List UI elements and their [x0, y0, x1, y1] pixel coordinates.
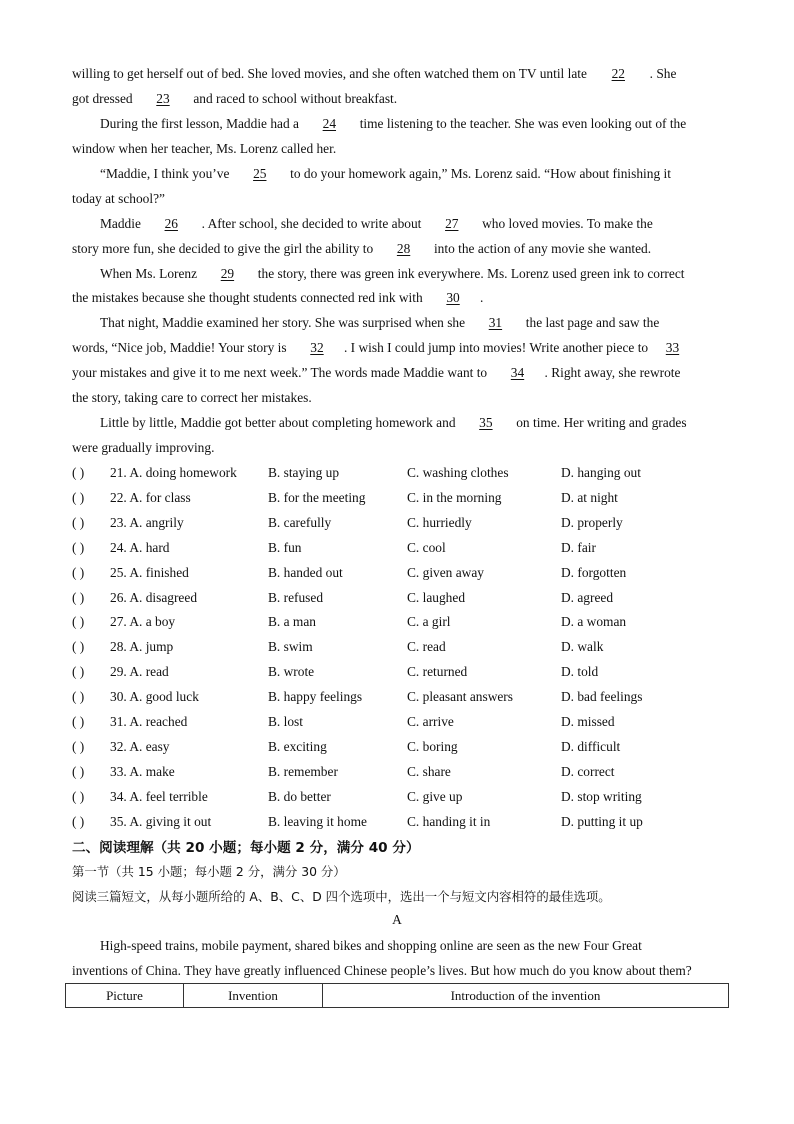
question-row	[72, 540, 732, 556]
option-a: 29. A. read	[110, 664, 169, 680]
option-a: 22. A. for class	[110, 489, 191, 505]
line-text: words, “Nice job, Maddie! Your story is	[72, 340, 287, 355]
passage-line-11	[100, 315, 659, 331]
passage-line-16: were gradually improving.	[72, 440, 215, 455]
intro-line-1: High-speed trains, mobile payment, shared bikes and shopping online are seen as the new Four Great	[100, 938, 642, 953]
option-c: C. a girl	[407, 614, 451, 630]
answer-bracket[interactable]: ( )	[72, 813, 85, 829]
answer-bracket[interactable]: ( )	[72, 614, 85, 630]
option-b: B. a man	[268, 614, 316, 630]
invention-table	[65, 983, 729, 1008]
option-b: B. handed out	[268, 564, 343, 580]
option-d: D. agreed	[561, 589, 614, 605]
passage-line-14: the story, taking care to correct her mistakes.	[72, 390, 312, 405]
section-title: 二、阅读理解（共 20 小题；每小题 2 分，满分 40 分）	[72, 840, 420, 856]
option-a: 33. A. make	[110, 763, 175, 779]
option-d: D. difficult	[561, 738, 621, 754]
option-d: D. putting it up	[561, 813, 643, 829]
option-c: C. returned	[407, 664, 468, 680]
table-header-introduction: Introduction of the invention	[323, 984, 729, 1008]
passage-line-12	[72, 340, 693, 356]
option-c: C. boring	[407, 738, 458, 754]
line-text: .	[480, 290, 484, 305]
passage-line-3	[100, 116, 686, 132]
line-text: the last page and saw the	[525, 315, 660, 330]
option-c: C. cool	[407, 539, 446, 555]
answer-bracket[interactable]: ( )	[72, 763, 85, 779]
table-header-row	[66, 984, 729, 1008]
option-d: D. forgotten	[561, 564, 627, 580]
option-d: D. at night	[561, 489, 618, 505]
line-text: time listening to the teacher. She was even looking out of the	[359, 116, 687, 131]
passage-line-10	[72, 290, 483, 306]
line-text: Maddie	[100, 216, 141, 231]
option-c: C. share	[407, 763, 451, 779]
option-d: D. fair	[561, 539, 596, 555]
line-text: willing to get herself out of bed. She loved movies, and she often watched them on TV until late	[72, 66, 587, 81]
option-b: B. exciting	[268, 738, 327, 754]
question-row	[72, 664, 732, 680]
line-text: When Ms. Lorenz	[100, 266, 198, 281]
instruction-text: 阅读三篇短文，从每小题所给的 A、B、C、D 四个选项中，选出一个与短文内容相符的最佳选项。	[72, 889, 611, 904]
option-d: D. walk	[561, 639, 604, 655]
answer-bracket[interactable]: ( )	[72, 714, 85, 729]
blank-32: 32	[310, 340, 324, 355]
option-a: 34. A. feel terrible	[110, 788, 208, 804]
line-text: the story, there was green ink everywhere. Ms. Lorenz used green ink to correct	[257, 266, 685, 281]
option-b: B. for the meeting	[268, 489, 366, 505]
answer-bracket[interactable]: ( )	[72, 639, 85, 655]
passage-line-8	[72, 241, 651, 257]
blank-22: 22	[611, 66, 625, 81]
answer-bracket[interactable]: ( )	[72, 664, 85, 680]
option-d: D. properly	[561, 514, 623, 530]
option-b: B. leaving it home	[268, 813, 367, 829]
passage-line-15	[100, 415, 687, 431]
line-text: During the first lesson, Maddie had a	[100, 116, 299, 131]
blank-29: 29	[220, 266, 235, 281]
option-c: C. washing clothes	[407, 465, 509, 480]
blank-33: 33	[665, 340, 680, 355]
option-a: 27. A. a boy	[110, 614, 176, 630]
passage-line-1	[72, 66, 676, 82]
option-b: B. happy feelings	[268, 689, 363, 705]
passage-line-2	[72, 91, 397, 107]
question-row	[72, 639, 732, 655]
option-c: C. arrive	[407, 714, 454, 729]
passage-line-6: today at school?”	[72, 191, 165, 206]
question-row	[72, 614, 732, 630]
option-a: 35. A. giving it out	[110, 813, 212, 829]
line-text: . She	[649, 66, 677, 81]
option-d: D. hanging out	[561, 465, 641, 480]
option-a: 31. A. reached	[110, 714, 188, 729]
passage-letter: A	[392, 912, 402, 927]
blank-31: 31	[488, 315, 503, 330]
question-row	[72, 515, 732, 531]
answer-bracket[interactable]: ( )	[72, 465, 85, 480]
option-d: D. a woman	[561, 614, 627, 630]
option-a: 25. A. finished	[110, 564, 189, 580]
answer-bracket[interactable]: ( )	[72, 489, 85, 505]
option-c: C. laughed	[407, 589, 466, 605]
line-text: on time. Her writing and grades	[516, 415, 687, 430]
option-d: D. bad feelings	[561, 689, 643, 705]
line-text: into the action of any movie she wanted.	[433, 241, 652, 256]
answer-bracket[interactable]: ( )	[72, 589, 85, 605]
question-row	[72, 565, 732, 581]
part-title: 第一节（共 15 小题；每小题 2 分，满分 30 分）	[72, 864, 346, 879]
passage-line-9	[100, 266, 685, 282]
passage-line-13	[72, 365, 680, 381]
question-row	[72, 689, 732, 705]
passage-line-5	[100, 166, 671, 182]
option-b: B. staying up	[268, 465, 340, 480]
blank-30: 30	[446, 290, 460, 305]
line-text: . I wish I could jump into movies! Write another piece to	[343, 340, 649, 355]
option-b: B. swim	[268, 639, 313, 655]
option-c: C. hurriedly	[407, 514, 472, 530]
blank-35: 35	[479, 415, 493, 430]
blank-28: 28	[396, 241, 411, 256]
blank-34: 34	[510, 365, 525, 380]
option-b: B. remember	[268, 763, 338, 779]
option-a: 28. A. jump	[110, 639, 174, 655]
blank-24: 24	[322, 116, 337, 131]
question-row	[72, 590, 732, 606]
passage-line-4: window when her teacher, Ms. Lorenz called her.	[72, 141, 337, 156]
table-header-invention: Invention	[184, 984, 323, 1008]
line-text: who loved movies. To make the	[482, 216, 653, 231]
blank-26: 26	[164, 216, 178, 231]
question-row	[72, 739, 732, 755]
option-a: 24. A. hard	[110, 539, 170, 555]
option-c: C. handing it in	[407, 813, 491, 829]
option-b: B. fun	[268, 539, 302, 555]
option-b: B. refused	[268, 589, 324, 605]
question-row	[72, 465, 732, 481]
blank-23: 23	[156, 91, 170, 106]
line-text: That night, Maddie examined her story. She was surprised when she	[100, 315, 466, 330]
option-b: B. carefully	[268, 514, 332, 530]
passage-line-7	[100, 216, 653, 232]
answer-bracket[interactable]: ( )	[72, 788, 85, 804]
line-text: “Maddie, I think you’ve	[100, 166, 230, 181]
line-text: story more fun, she decided to give the girl the ability to	[72, 241, 374, 256]
option-d: D. told	[561, 664, 599, 680]
line-text: got dressed	[72, 91, 133, 106]
option-a: 23. A. angrily	[110, 514, 184, 530]
answer-bracket[interactable]: ( )	[72, 738, 85, 754]
question-row	[72, 714, 732, 730]
answer-bracket[interactable]: ( )	[72, 689, 85, 705]
option-c: C. pleasant answers	[407, 689, 513, 705]
line-text: Little by little, Maddie got better about completing homework and	[100, 415, 456, 430]
line-text: the mistakes because she thought students connected red ink with	[72, 290, 423, 305]
line-text: . Right away, she rewrote	[544, 365, 681, 380]
option-a: 30. A. good luck	[110, 689, 199, 705]
line-text: your mistakes and give it to me next week.” The words made Maddie want to	[72, 365, 488, 380]
option-c: C. given away	[407, 564, 484, 580]
option-a: 21. A. doing homework	[110, 465, 237, 480]
option-a: 26. A. disagreed	[110, 589, 198, 605]
option-b: B. lost	[268, 714, 303, 729]
question-row	[72, 789, 732, 805]
question-row	[72, 764, 732, 780]
option-b: B. wrote	[268, 664, 315, 680]
option-d: D. correct	[561, 763, 615, 779]
question-row	[72, 490, 732, 506]
option-c: C. give up	[407, 788, 463, 804]
option-b: B. do better	[268, 788, 331, 804]
blank-27: 27	[445, 216, 459, 231]
option-c: C. read	[407, 639, 446, 655]
answer-bracket[interactable]: ( )	[72, 539, 85, 555]
intro-line-2: inventions of China. They have greatly influenced Chinese people’s lives. But how much do you know about them?	[72, 963, 692, 978]
answer-bracket[interactable]: ( )	[72, 514, 85, 530]
answer-bracket[interactable]: ( )	[72, 564, 85, 580]
option-d: D. missed	[561, 714, 615, 729]
option-a: 32. A. easy	[110, 738, 170, 754]
line-text: . After school, she decided to write about	[201, 216, 422, 231]
line-text: to do your homework again,” Ms. Lorenz said. “How about finishing it	[290, 166, 671, 181]
question-row	[72, 814, 732, 830]
table-header-picture: Picture	[66, 984, 184, 1008]
option-c: C. in the morning	[407, 489, 502, 505]
option-d: D. stop writing	[561, 788, 642, 804]
line-text: and raced to school without breakfast.	[193, 91, 398, 106]
blank-25: 25	[253, 166, 267, 181]
